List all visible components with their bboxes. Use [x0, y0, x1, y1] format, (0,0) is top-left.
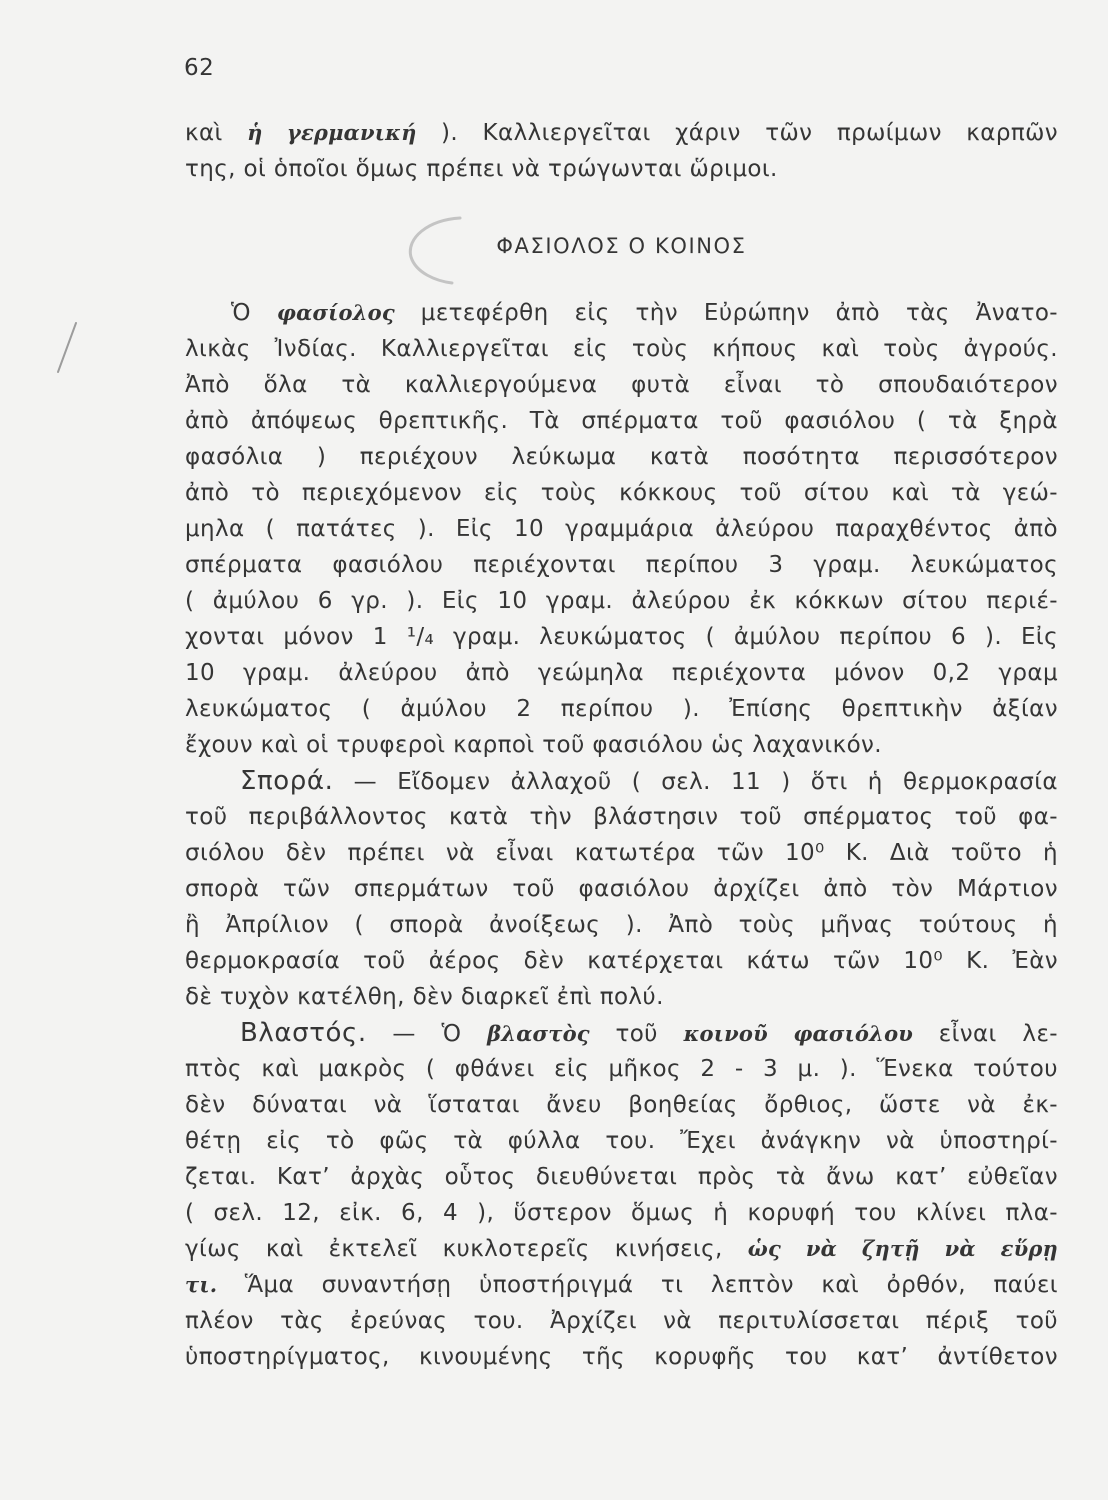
text-segment: ἔχουν καὶ οἱ τρυφεροὶ καρποὶ τοῦ φασιόλου ὡς λαχανικόν.	[185, 732, 882, 758]
text-segment: ἢ Ἀπρίλιον ( σπορὰ ἀνοίξεως ). Ἀπὸ τοὺς μῆνας τούτους ἡ	[185, 912, 1058, 938]
text-line	[185, 547, 1058, 583]
text-line	[185, 583, 1058, 619]
text-segment: θερμοκρασία τοῦ ἀέρος δὲν κατέρχεται κάτω τῶν 10⁰ Κ. Ἐὰν	[185, 948, 1058, 974]
text-line	[185, 1267, 1058, 1303]
text-line	[185, 835, 1058, 871]
text-line	[185, 439, 1058, 475]
text-line	[185, 1051, 1058, 1087]
text-segment: 10 γραμ. ἀλεύρου ἀπὸ γεώμηλα περιέχοντα μόνον 0,2 γραμ	[185, 660, 1058, 686]
run-in-heading: Σπορά.	[240, 766, 334, 796]
text-line	[185, 1159, 1058, 1195]
emphasis-text: κοινοῦ φασιόλου	[683, 1021, 914, 1046]
text-segment: χονται μόνον 1 ¹/₄ γραμ. λευκώματος ( ἀμύλου περίπου 6 ). Εἰς	[185, 624, 1058, 650]
text-line	[185, 1087, 1058, 1123]
text-line	[185, 619, 1058, 655]
text-segment: δὲν δύναται νὰ ἵσταται ἄνευ βοηθείας ὄρθιος, ὥστε νὰ ἐκ-	[185, 1092, 1058, 1118]
text-line	[185, 475, 1058, 511]
continued-paragraph	[185, 114, 1058, 188]
text-line	[185, 114, 1058, 151]
emphasis-text: βλαστὸς	[487, 1021, 590, 1046]
text-segment: πτὸς καὶ μακρὸς ( φθάνει εἰς μῆκος 2 - 3 μ. ). Ἕνεκα τούτου	[185, 1056, 1058, 1082]
text-line	[185, 295, 1058, 331]
text-line	[185, 691, 1058, 727]
text-segment: ὑποστηρίγματος, κινουμένης τῆς κορυφῆς του κατ’ ἀντίθετον	[185, 1344, 1058, 1370]
emphasis-text: φασίολος	[276, 300, 395, 325]
section-body	[185, 295, 1058, 1375]
emphasis-text: ὡς νὰ ζητῇ νὰ εὕρῃ	[747, 1236, 1058, 1261]
text-line	[185, 979, 1058, 1015]
text-line	[185, 1303, 1058, 1339]
text-line	[185, 763, 1058, 799]
text-segment: γίως καὶ ἐκτελεῖ κυκλοτερεῖς κινήσεις,	[185, 1236, 748, 1262]
text-segment: της, οἱ ὁποῖοι ὅμως πρέπει νὰ τρώγωνται ὥριμοι.	[185, 156, 778, 182]
text-segment: λικὰς Ἰνδίας. Καλλιεργεῖται εἰς τοὺς κήπους καὶ τοὺς ἀγρούς.	[185, 336, 1058, 362]
text-segment: ζεται. Κατ’ ἀρχὰς οὗτος διευθύνεται πρὸς τὰ ἄνω κατ’ εὐθεῖαν	[185, 1164, 1058, 1190]
page-number: 62	[184, 55, 215, 81]
text-segment: δὲ τυχὸν κατέλθη, δὲν διαρκεῖ ἐπὶ πολύ.	[185, 984, 664, 1010]
text-segment: ἀπὸ ἀπόψεως θρεπτικῆς. Τὰ σπέρματα τοῦ φασιόλου ( τὰ ξηρὰ	[185, 408, 1058, 434]
text-segment: ). Καλλιεργεῖται χάριν τῶν πρωίμων καρπῶν	[416, 120, 1058, 146]
text-segment: λευκώματος ( ἀμύλου 2 περίπου ). Ἐπίσης θρεπτικὴν ἀξίαν	[185, 696, 1058, 722]
text-line	[185, 799, 1058, 835]
text-segment: Ἀπὸ ὅλα τὰ καλλιεργούμενα φυτὰ εἶναι τὸ σπουδαιότερον	[185, 372, 1058, 398]
text-line	[185, 331, 1058, 367]
section-heading: ΦΑΣΙΟΛΟΣ Ο ΚΟΙΝΟΣ	[496, 234, 747, 258]
text-segment: Ὁ	[231, 300, 277, 326]
text-segment: τοῦ	[589, 1021, 684, 1047]
text-segment: θέτῃ εἰς τὸ φῶς τὰ φύλλα του. Ἔχει ἀνάγκην νὰ ὑποστηρί-	[185, 1128, 1058, 1154]
text-segment: σπέρματα φασιόλου περιέχονται περίπου 3 γραμ. λευκώματος	[185, 552, 1058, 578]
text-line	[185, 655, 1058, 691]
text-line	[185, 511, 1058, 547]
emphasis-text: ἡ γερμανική	[247, 120, 417, 145]
text-segment: — Εἴδομεν ἀλλαχοῦ ( σελ. 11 ) ὅτι ἡ θερμοκρασία	[333, 769, 1058, 795]
text-line	[185, 1123, 1058, 1159]
run-in-heading: Βλαστός.	[240, 1018, 367, 1048]
text-line	[185, 943, 1058, 979]
text-segment: ( ἀμύλου 6 γρ. ). Εἰς 10 γραμ. ἀλεύρου ἐκ κόκκων σίτου περιέ-	[185, 588, 1058, 614]
text-line	[185, 367, 1058, 403]
text-line	[185, 1231, 1058, 1267]
text-segment: Ἅμα συναντήσῃ ὑποστήριγμά τι λεπτὸν καὶ ὀρθόν, παύει	[217, 1272, 1058, 1298]
pen-slash-mark	[58, 323, 76, 372]
text-line	[185, 871, 1058, 907]
text-line	[185, 1015, 1058, 1051]
text-segment: ( σελ. 12, εἰκ. 6, 4 ), ὕστερον ὅμως ἡ κορυφή του κλίνει πλα-	[185, 1200, 1058, 1226]
text-segment: σιόλου δὲν πρέπει νὰ εἶναι κατωτέρα τῶν 10⁰ Κ. Διὰ τοῦτο ἡ	[185, 840, 1058, 866]
text-line	[185, 727, 1058, 763]
text-segment: μηλα ( πατάτες ). Εἰς 10 γραμμάρια ἀλεύρου παραχθέντος ἀπὸ	[185, 516, 1058, 542]
text-segment: καὶ	[185, 120, 248, 146]
text-line	[185, 151, 1058, 188]
emphasis-text: τι.	[185, 1272, 218, 1297]
text-segment: εἶναι λε-	[913, 1021, 1058, 1047]
text-segment: ἀπὸ τὸ περιεχόμενον εἰς τοὺς κόκκους τοῦ σίτου καὶ τὰ γεώ-	[185, 480, 1058, 506]
text-segment: μετεφέρθη εἰς τὴν Εὐρώπην ἀπὸ τὰς Ἀνατο-	[394, 300, 1058, 326]
text-segment: — Ὁ	[366, 1021, 488, 1047]
text-line	[185, 403, 1058, 439]
text-line	[185, 1195, 1058, 1231]
text-segment: πλέον τὰς ἐρεύνας του. Ἀρχίζει νὰ περιτυλίσσεται πέριξ τοῦ	[185, 1308, 1058, 1334]
text-segment: τοῦ περιβάλλοντος κατὰ τὴν βλάστησιν τοῦ σπέρματος τοῦ φα-	[185, 804, 1058, 830]
text-segment: σπορὰ τῶν σπερμάτων τοῦ φασιόλου ἀρχίζει ἀπὸ τὸν Μάρτιον	[185, 876, 1058, 902]
text-line	[185, 907, 1058, 943]
text-segment: φασόλια ) περιέχουν λεύκωμα κατὰ ποσότητα περισσότερον	[185, 444, 1058, 470]
text-line	[185, 1339, 1058, 1375]
